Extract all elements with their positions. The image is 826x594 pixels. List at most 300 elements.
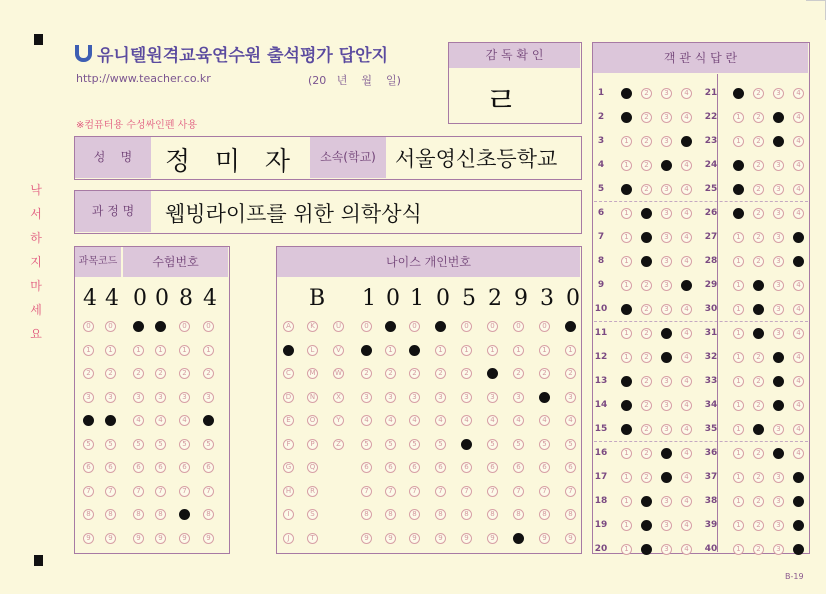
digit-bubble[interactable]: 9 xyxy=(361,533,372,544)
answer-bubble[interactable]: 4 xyxy=(681,520,692,531)
answer-bubble[interactable]: 2 xyxy=(753,496,764,507)
answer-bubble[interactable]: 2 xyxy=(641,400,652,411)
answer-bubble[interactable]: 2 xyxy=(641,424,652,435)
digit-bubble[interactable]: 3 xyxy=(435,392,446,403)
answer-bubble[interactable]: 3 xyxy=(661,448,672,459)
answer-bubble[interactable]: 1 xyxy=(733,496,744,507)
answer-bubble[interactable]: 3 xyxy=(773,184,784,195)
answer-bubble[interactable]: 4 xyxy=(793,112,804,123)
digit-bubble[interactable]: 2 xyxy=(155,368,166,379)
letter-bubble[interactable]: P xyxy=(307,439,318,450)
answer-bubble[interactable]: 2 xyxy=(753,160,764,171)
answer-bubble[interactable]: 2 xyxy=(641,472,652,483)
digit-bubble[interactable]: 8 xyxy=(487,509,498,520)
answer-bubble[interactable]: 2 xyxy=(753,400,764,411)
digit-bubble[interactable]: 4 xyxy=(487,415,498,426)
digit-bubble[interactable]: 5 xyxy=(385,439,396,450)
digit-bubble[interactable]: 0 xyxy=(513,321,524,332)
answer-bubble[interactable]: 4 xyxy=(681,352,692,363)
digit-bubble[interactable]: 5 xyxy=(155,439,166,450)
answer-bubble[interactable]: 2 xyxy=(753,328,764,339)
answer-bubble[interactable]: 2 xyxy=(753,544,764,555)
letter-bubble[interactable]: E xyxy=(283,415,294,426)
digit-bubble[interactable]: 5 xyxy=(487,439,498,450)
answer-bubble[interactable]: 1 xyxy=(733,400,744,411)
answer-bubble[interactable]: 4 xyxy=(793,352,804,363)
digit-bubble[interactable]: 2 xyxy=(361,368,372,379)
digit-bubble[interactable]: 8 xyxy=(385,509,396,520)
answer-bubble[interactable]: 1 xyxy=(621,448,632,459)
answer-bubble[interactable]: 4 xyxy=(681,448,692,459)
digit-bubble[interactable]: 1 xyxy=(179,345,190,356)
answer-bubble[interactable]: 3 xyxy=(661,424,672,435)
digit-bubble[interactable]: 6 xyxy=(539,462,550,473)
digit-bubble[interactable]: 6 xyxy=(105,462,116,473)
answer-bubble[interactable]: 1 xyxy=(733,136,744,147)
answer-bubble[interactable]: 3 xyxy=(661,208,672,219)
answer-bubble[interactable]: 1 xyxy=(733,88,744,99)
digit-bubble[interactable]: 9 xyxy=(105,533,116,544)
answer-bubble[interactable]: 3 xyxy=(661,496,672,507)
answer-bubble[interactable]: 2 xyxy=(641,304,652,315)
answer-bubble[interactable]: 4 xyxy=(681,544,692,555)
digit-bubble[interactable]: 3 xyxy=(105,392,116,403)
digit-bubble[interactable]: 8 xyxy=(565,509,576,520)
answer-bubble[interactable]: 4 xyxy=(793,520,804,531)
digit-bubble[interactable]: 2 xyxy=(203,368,214,379)
digit-bubble[interactable]: 9 xyxy=(539,533,550,544)
answer-bubble[interactable]: 2 xyxy=(753,304,764,315)
answer-bubble[interactable]: 3 xyxy=(773,88,784,99)
answer-bubble[interactable]: 2 xyxy=(753,112,764,123)
digit-bubble[interactable]: 0 xyxy=(565,321,576,332)
digit-bubble[interactable]: 4 xyxy=(133,415,144,426)
digit-bubble[interactable]: 5 xyxy=(133,439,144,450)
digit-bubble[interactable]: 2 xyxy=(461,368,472,379)
answer-bubble[interactable]: 2 xyxy=(753,280,764,291)
digit-bubble[interactable]: 0 xyxy=(155,321,166,332)
letter-bubble[interactable]: C xyxy=(283,368,294,379)
digit-bubble[interactable]: 6 xyxy=(385,462,396,473)
letter-bubble[interactable]: G xyxy=(283,462,294,473)
digit-bubble[interactable]: 8 xyxy=(179,509,190,520)
letter-bubble[interactable]: B xyxy=(283,345,294,356)
answer-bubble[interactable]: 3 xyxy=(661,400,672,411)
answer-bubble[interactable]: 1 xyxy=(733,472,744,483)
digit-bubble[interactable]: 4 xyxy=(83,415,94,426)
digit-bubble[interactable]: 7 xyxy=(133,486,144,497)
digit-bubble[interactable]: 9 xyxy=(385,533,396,544)
answer-bubble[interactable]: 3 xyxy=(773,232,784,243)
answer-bubble[interactable]: 2 xyxy=(753,136,764,147)
answer-bubble[interactable]: 4 xyxy=(681,232,692,243)
digit-bubble[interactable]: 9 xyxy=(409,533,420,544)
answer-bubble[interactable]: 3 xyxy=(773,136,784,147)
digit-bubble[interactable]: 1 xyxy=(513,345,524,356)
answer-bubble[interactable]: 3 xyxy=(661,304,672,315)
digit-bubble[interactable]: 8 xyxy=(513,509,524,520)
answer-bubble[interactable]: 4 xyxy=(793,400,804,411)
letter-bubble[interactable]: R xyxy=(307,486,318,497)
digit-bubble[interactable]: 9 xyxy=(83,533,94,544)
answer-bubble[interactable]: 2 xyxy=(641,208,652,219)
answer-bubble[interactable]: 3 xyxy=(661,88,672,99)
answer-bubble[interactable]: 1 xyxy=(733,232,744,243)
digit-bubble[interactable]: 2 xyxy=(83,368,94,379)
digit-bubble[interactable]: 9 xyxy=(487,533,498,544)
answer-bubble[interactable]: 3 xyxy=(773,160,784,171)
digit-bubble[interactable]: 3 xyxy=(385,392,396,403)
digit-bubble[interactable]: 0 xyxy=(179,321,190,332)
answer-bubble[interactable]: 3 xyxy=(661,352,672,363)
answer-bubble[interactable]: 4 xyxy=(681,88,692,99)
digit-bubble[interactable]: 6 xyxy=(565,462,576,473)
answer-bubble[interactable]: 3 xyxy=(661,112,672,123)
answer-bubble[interactable]: 1 xyxy=(621,208,632,219)
letter-bubble[interactable]: S xyxy=(307,509,318,520)
answer-bubble[interactable]: 1 xyxy=(733,352,744,363)
letter-bubble[interactable]: M xyxy=(307,368,318,379)
answer-bubble[interactable]: 1 xyxy=(621,136,632,147)
digit-bubble[interactable]: 7 xyxy=(105,486,116,497)
digit-bubble[interactable]: 1 xyxy=(105,345,116,356)
letter-bubble[interactable]: J xyxy=(283,533,294,544)
answer-bubble[interactable]: 4 xyxy=(793,160,804,171)
letter-bubble[interactable]: V xyxy=(333,345,344,356)
answer-bubble[interactable]: 4 xyxy=(793,328,804,339)
answer-bubble[interactable]: 4 xyxy=(793,232,804,243)
answer-bubble[interactable]: 1 xyxy=(733,184,744,195)
answer-bubble[interactable]: 2 xyxy=(753,520,764,531)
digit-bubble[interactable]: 4 xyxy=(361,415,372,426)
answer-bubble[interactable]: 1 xyxy=(621,232,632,243)
digit-bubble[interactable]: 6 xyxy=(83,462,94,473)
digit-bubble[interactable]: 7 xyxy=(203,486,214,497)
digit-bubble[interactable]: 4 xyxy=(435,415,446,426)
answer-bubble[interactable]: 4 xyxy=(793,208,804,219)
answer-bubble[interactable]: 2 xyxy=(753,352,764,363)
digit-bubble[interactable]: 0 xyxy=(461,321,472,332)
digit-bubble[interactable]: 7 xyxy=(155,486,166,497)
answer-bubble[interactable]: 3 xyxy=(773,496,784,507)
answer-bubble[interactable]: 1 xyxy=(733,112,744,123)
answer-bubble[interactable]: 4 xyxy=(681,280,692,291)
answer-bubble[interactable]: 3 xyxy=(661,160,672,171)
digit-bubble[interactable]: 5 xyxy=(539,439,550,450)
digit-bubble[interactable]: 7 xyxy=(361,486,372,497)
answer-bubble[interactable]: 1 xyxy=(733,208,744,219)
digit-bubble[interactable]: 0 xyxy=(133,321,144,332)
digit-bubble[interactable]: 9 xyxy=(435,533,446,544)
answer-bubble[interactable]: 1 xyxy=(621,424,632,435)
digit-bubble[interactable]: 0 xyxy=(435,321,446,332)
digit-bubble[interactable]: 6 xyxy=(361,462,372,473)
digit-bubble[interactable]: 0 xyxy=(385,321,396,332)
digit-bubble[interactable]: 8 xyxy=(203,509,214,520)
answer-bubble[interactable]: 2 xyxy=(753,232,764,243)
digit-bubble[interactable]: 2 xyxy=(435,368,446,379)
digit-bubble[interactable]: 9 xyxy=(133,533,144,544)
answer-bubble[interactable]: 4 xyxy=(793,472,804,483)
answer-bubble[interactable]: 1 xyxy=(621,520,632,531)
letter-bubble[interactable]: L xyxy=(307,345,318,356)
answer-bubble[interactable]: 3 xyxy=(773,280,784,291)
digit-bubble[interactable]: 9 xyxy=(565,533,576,544)
answer-bubble[interactable]: 2 xyxy=(641,136,652,147)
digit-bubble[interactable]: 4 xyxy=(385,415,396,426)
answer-bubble[interactable]: 4 xyxy=(793,184,804,195)
digit-bubble[interactable]: 8 xyxy=(435,509,446,520)
answer-bubble[interactable]: 1 xyxy=(733,304,744,315)
answer-bubble[interactable]: 3 xyxy=(661,280,672,291)
digit-bubble[interactable]: 6 xyxy=(435,462,446,473)
answer-bubble[interactable]: 3 xyxy=(661,520,672,531)
digit-bubble[interactable]: 4 xyxy=(155,415,166,426)
digit-bubble[interactable]: 2 xyxy=(513,368,524,379)
digit-bubble[interactable]: 1 xyxy=(565,345,576,356)
digit-bubble[interactable]: 0 xyxy=(539,321,550,332)
digit-bubble[interactable]: 2 xyxy=(179,368,190,379)
answer-bubble[interactable]: 3 xyxy=(773,424,784,435)
digit-bubble[interactable]: 7 xyxy=(487,486,498,497)
digit-bubble[interactable]: 6 xyxy=(179,462,190,473)
digit-bubble[interactable]: 9 xyxy=(513,533,524,544)
digit-bubble[interactable]: 2 xyxy=(385,368,396,379)
answer-bubble[interactable]: 1 xyxy=(733,448,744,459)
answer-bubble[interactable]: 4 xyxy=(793,448,804,459)
digit-bubble[interactable]: 7 xyxy=(385,486,396,497)
answer-bubble[interactable]: 2 xyxy=(753,472,764,483)
answer-bubble[interactable]: 1 xyxy=(733,376,744,387)
digit-bubble[interactable]: 2 xyxy=(565,368,576,379)
digit-bubble[interactable]: 4 xyxy=(513,415,524,426)
answer-bubble[interactable]: 1 xyxy=(733,328,744,339)
answer-bubble[interactable]: 3 xyxy=(773,544,784,555)
answer-bubble[interactable]: 1 xyxy=(621,160,632,171)
letter-bubble[interactable]: A xyxy=(283,321,294,332)
answer-bubble[interactable]: 2 xyxy=(641,280,652,291)
answer-bubble[interactable]: 4 xyxy=(793,376,804,387)
digit-bubble[interactable]: 8 xyxy=(105,509,116,520)
digit-bubble[interactable]: 0 xyxy=(83,321,94,332)
letter-bubble[interactable]: T xyxy=(307,533,318,544)
answer-bubble[interactable]: 1 xyxy=(621,112,632,123)
answer-bubble[interactable]: 2 xyxy=(641,376,652,387)
answer-bubble[interactable]: 3 xyxy=(661,232,672,243)
answer-bubble[interactable]: 1 xyxy=(621,376,632,387)
digit-bubble[interactable]: 1 xyxy=(83,345,94,356)
digit-bubble[interactable]: 1 xyxy=(435,345,446,356)
answer-bubble[interactable]: 1 xyxy=(621,304,632,315)
letter-bubble[interactable]: U xyxy=(333,321,344,332)
answer-bubble[interactable]: 4 xyxy=(793,88,804,99)
answer-bubble[interactable]: 2 xyxy=(641,160,652,171)
letter-bubble[interactable]: Q xyxy=(307,462,318,473)
answer-bubble[interactable]: 3 xyxy=(661,376,672,387)
letter-bubble[interactable]: K xyxy=(307,321,318,332)
digit-bubble[interactable]: 0 xyxy=(409,321,420,332)
letter-bubble[interactable]: I xyxy=(283,509,294,520)
digit-bubble[interactable]: 3 xyxy=(133,392,144,403)
digit-bubble[interactable]: 3 xyxy=(539,392,550,403)
digit-bubble[interactable]: 3 xyxy=(361,392,372,403)
digit-bubble[interactable]: 5 xyxy=(461,439,472,450)
answer-bubble[interactable]: 4 xyxy=(681,424,692,435)
digit-bubble[interactable]: 6 xyxy=(155,462,166,473)
answer-bubble[interactable]: 2 xyxy=(753,424,764,435)
digit-bubble[interactable]: 0 xyxy=(361,321,372,332)
answer-bubble[interactable]: 2 xyxy=(641,544,652,555)
answer-bubble[interactable]: 2 xyxy=(753,88,764,99)
digit-bubble[interactable]: 3 xyxy=(409,392,420,403)
digit-bubble[interactable]: 3 xyxy=(487,392,498,403)
answer-bubble[interactable]: 3 xyxy=(661,328,672,339)
letter-bubble[interactable]: Y xyxy=(333,415,344,426)
digit-bubble[interactable]: 4 xyxy=(203,415,214,426)
digit-bubble[interactable]: 5 xyxy=(361,439,372,450)
answer-bubble[interactable]: 3 xyxy=(661,136,672,147)
digit-bubble[interactable]: 0 xyxy=(487,321,498,332)
digit-bubble[interactable]: 5 xyxy=(565,439,576,450)
digit-bubble[interactable]: 1 xyxy=(461,345,472,356)
digit-bubble[interactable]: 9 xyxy=(155,533,166,544)
digit-bubble[interactable]: 8 xyxy=(461,509,472,520)
digit-bubble[interactable]: 3 xyxy=(461,392,472,403)
digit-bubble[interactable]: 2 xyxy=(487,368,498,379)
answer-bubble[interactable]: 3 xyxy=(661,184,672,195)
digit-bubble[interactable]: 7 xyxy=(461,486,472,497)
digit-bubble[interactable]: 7 xyxy=(565,486,576,497)
answer-bubble[interactable]: 4 xyxy=(681,328,692,339)
answer-bubble[interactable]: 4 xyxy=(793,544,804,555)
answer-bubble[interactable]: 2 xyxy=(753,256,764,267)
answer-bubble[interactable]: 4 xyxy=(793,256,804,267)
answer-bubble[interactable]: 4 xyxy=(793,280,804,291)
answer-bubble[interactable]: 1 xyxy=(621,256,632,267)
answer-bubble[interactable]: 1 xyxy=(733,424,744,435)
digit-bubble[interactable]: 8 xyxy=(83,509,94,520)
digit-bubble[interactable]: 8 xyxy=(133,509,144,520)
answer-bubble[interactable]: 4 xyxy=(681,256,692,267)
answer-bubble[interactable]: 2 xyxy=(641,352,652,363)
answer-bubble[interactable]: 1 xyxy=(733,280,744,291)
answer-bubble[interactable]: 2 xyxy=(641,112,652,123)
digit-bubble[interactable]: 5 xyxy=(513,439,524,450)
digit-bubble[interactable]: 1 xyxy=(155,345,166,356)
letter-bubble[interactable]: D xyxy=(283,392,294,403)
digit-bubble[interactable]: 8 xyxy=(409,509,420,520)
digit-bubble[interactable]: 9 xyxy=(203,533,214,544)
answer-bubble[interactable]: 3 xyxy=(661,472,672,483)
answer-bubble[interactable]: 4 xyxy=(793,424,804,435)
digit-bubble[interactable]: 8 xyxy=(155,509,166,520)
answer-bubble[interactable]: 2 xyxy=(641,232,652,243)
digit-bubble[interactable]: 5 xyxy=(409,439,420,450)
answer-bubble[interactable]: 2 xyxy=(641,520,652,531)
digit-bubble[interactable]: 1 xyxy=(539,345,550,356)
digit-bubble[interactable]: 3 xyxy=(513,392,524,403)
digit-bubble[interactable]: 1 xyxy=(203,345,214,356)
answer-bubble[interactable]: 1 xyxy=(621,184,632,195)
digit-bubble[interactable]: 8 xyxy=(539,509,550,520)
answer-bubble[interactable]: 1 xyxy=(621,472,632,483)
digit-bubble[interactable]: 6 xyxy=(203,462,214,473)
answer-bubble[interactable]: 2 xyxy=(753,208,764,219)
digit-bubble[interactable]: 7 xyxy=(435,486,446,497)
answer-bubble[interactable]: 4 xyxy=(681,112,692,123)
digit-bubble[interactable]: 9 xyxy=(179,533,190,544)
answer-bubble[interactable]: 4 xyxy=(793,496,804,507)
digit-bubble[interactable]: 9 xyxy=(461,533,472,544)
answer-bubble[interactable]: 4 xyxy=(681,184,692,195)
digit-bubble[interactable]: 5 xyxy=(203,439,214,450)
answer-bubble[interactable]: 2 xyxy=(641,88,652,99)
answer-bubble[interactable]: 3 xyxy=(773,472,784,483)
answer-bubble[interactable]: 3 xyxy=(773,256,784,267)
answer-bubble[interactable]: 4 xyxy=(793,304,804,315)
digit-bubble[interactable]: 7 xyxy=(409,486,420,497)
answer-bubble[interactable]: 3 xyxy=(773,520,784,531)
answer-bubble[interactable]: 1 xyxy=(621,400,632,411)
answer-bubble[interactable]: 4 xyxy=(681,400,692,411)
answer-bubble[interactable]: 4 xyxy=(681,472,692,483)
digit-bubble[interactable]: 6 xyxy=(409,462,420,473)
digit-bubble[interactable]: 3 xyxy=(565,392,576,403)
digit-bubble[interactable]: 1 xyxy=(385,345,396,356)
digit-bubble[interactable]: 3 xyxy=(83,392,94,403)
answer-bubble[interactable]: 3 xyxy=(773,376,784,387)
answer-bubble[interactable]: 3 xyxy=(773,328,784,339)
answer-bubble[interactable]: 4 xyxy=(681,376,692,387)
digit-bubble[interactable]: 2 xyxy=(133,368,144,379)
digit-bubble[interactable]: 3 xyxy=(179,392,190,403)
answer-bubble[interactable]: 2 xyxy=(641,496,652,507)
answer-bubble[interactable]: 3 xyxy=(773,400,784,411)
digit-bubble[interactable]: 7 xyxy=(513,486,524,497)
answer-bubble[interactable]: 4 xyxy=(681,304,692,315)
answer-bubble[interactable]: 1 xyxy=(733,544,744,555)
digit-bubble[interactable]: 0 xyxy=(203,321,214,332)
digit-bubble[interactable]: 4 xyxy=(105,415,116,426)
letter-bubble[interactable]: W xyxy=(333,368,344,379)
digit-bubble[interactable]: 6 xyxy=(513,462,524,473)
digit-bubble[interactable]: 6 xyxy=(487,462,498,473)
answer-bubble[interactable]: 1 xyxy=(733,256,744,267)
answer-bubble[interactable]: 3 xyxy=(773,304,784,315)
answer-bubble[interactable]: 1 xyxy=(733,520,744,531)
digit-bubble[interactable]: 4 xyxy=(539,415,550,426)
answer-bubble[interactable]: 4 xyxy=(681,160,692,171)
answer-bubble[interactable]: 3 xyxy=(661,256,672,267)
answer-bubble[interactable]: 4 xyxy=(681,496,692,507)
letter-bubble[interactable]: F xyxy=(283,439,294,450)
digit-bubble[interactable]: 6 xyxy=(133,462,144,473)
answer-bubble[interactable]: 3 xyxy=(773,208,784,219)
answer-bubble[interactable]: 3 xyxy=(661,544,672,555)
digit-bubble[interactable]: 1 xyxy=(133,345,144,356)
digit-bubble[interactable]: 4 xyxy=(565,415,576,426)
digit-bubble[interactable]: 5 xyxy=(105,439,116,450)
digit-bubble[interactable]: 5 xyxy=(179,439,190,450)
answer-bubble[interactable]: 4 xyxy=(681,136,692,147)
digit-bubble[interactable]: 1 xyxy=(409,345,420,356)
digit-bubble[interactable]: 1 xyxy=(487,345,498,356)
letter-bubble[interactable]: X xyxy=(333,392,344,403)
answer-bubble[interactable]: 3 xyxy=(773,352,784,363)
answer-bubble[interactable]: 2 xyxy=(641,184,652,195)
answer-bubble[interactable]: 1 xyxy=(621,88,632,99)
answer-bubble[interactable]: 2 xyxy=(753,376,764,387)
